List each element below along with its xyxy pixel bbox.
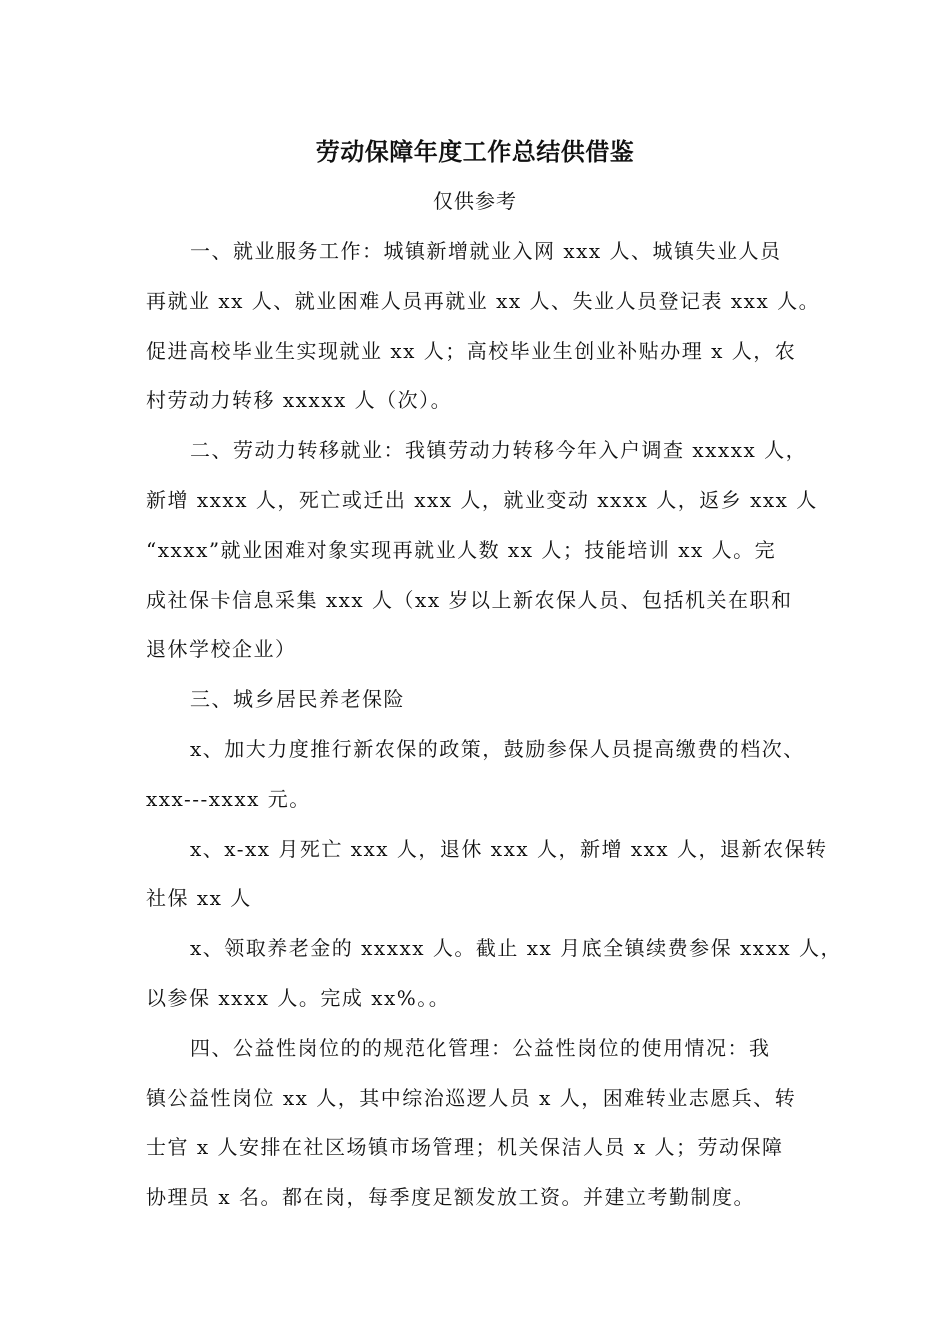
paragraph-line: 以参保 xxxx 人。完成 xx%。。 xyxy=(146,986,451,1010)
paragraph-line: x、领取养老金的 xxxxx 人。截止 xx 月底全镇续费参保 xxxx 人， xyxy=(190,936,842,960)
document-title: 劳动保障年度工作总结供借鉴 xyxy=(315,138,635,166)
paragraph-line: 镇公益性岗位 xx 人，其中综治巡逻人员 x 人，困难转业志愿兵、转 xyxy=(146,1086,797,1110)
paragraph-line: 协理员 x 名。都在岗，每季度足额发放工资。并建立考勤制度。 xyxy=(146,1185,755,1209)
paragraph-line: 一、就业服务工作：城镇新增就业入网 xxx 人、城镇失业人员 xyxy=(190,239,782,263)
paragraph-line: 村劳动力转移 xxxxx 人（次）。 xyxy=(146,388,453,412)
paragraph-line: x、x-xx 月死亡 xxx 人，退休 xxx 人，新增 xxx 人，退新农保转 xyxy=(190,837,828,861)
paragraph-line: 成社保卡信息采集 xxx 人（xx 岁以上新农保人员、包括机关在职和 xyxy=(146,588,793,612)
document-subtitle: 仅供参考 xyxy=(433,189,517,213)
section-heading: 三、城乡居民养老保险 xyxy=(190,687,405,711)
paragraph-line: 退休学校企业） xyxy=(146,637,297,661)
paragraph-line: 士官 x 人安排在社区场镇市场管理；机关保洁人员 x 人；劳动保障 xyxy=(146,1135,784,1159)
paragraph-line: “xxxx”就业困难对象实现再就业人数 xx 人；技能培训 xx 人。完 xyxy=(146,538,777,562)
paragraph-line: x、加大力度推行新农保的政策，鼓励参保人员提高缴费的档次、 xyxy=(190,737,805,761)
paragraph-line: 再就业 xx 人、就业困难人员再就业 xx 人、失业人员登记表 xxx 人。 xyxy=(146,289,821,313)
paragraph-line: 四、公益性岗位的的规范化管理：公益性岗位的使用情况：我 xyxy=(190,1036,771,1060)
paragraph-line: 促进高校毕业生实现就业 xx 人；高校毕业生创业补贴办理 x 人，农 xyxy=(146,339,797,363)
paragraph-line: xxx---xxxx 元。 xyxy=(146,787,311,811)
paragraph-line: 二、劳动力转移就业：我镇劳动力转移今年入户调查 xxxxx 人， xyxy=(190,438,808,462)
paragraph-line: 社保 xx 人 xyxy=(146,886,252,910)
paragraph-line: 新增 xxxx 人，死亡或迁出 xxx 人，就业变动 xxxx 人，返乡 xxx 人 xyxy=(146,488,818,512)
